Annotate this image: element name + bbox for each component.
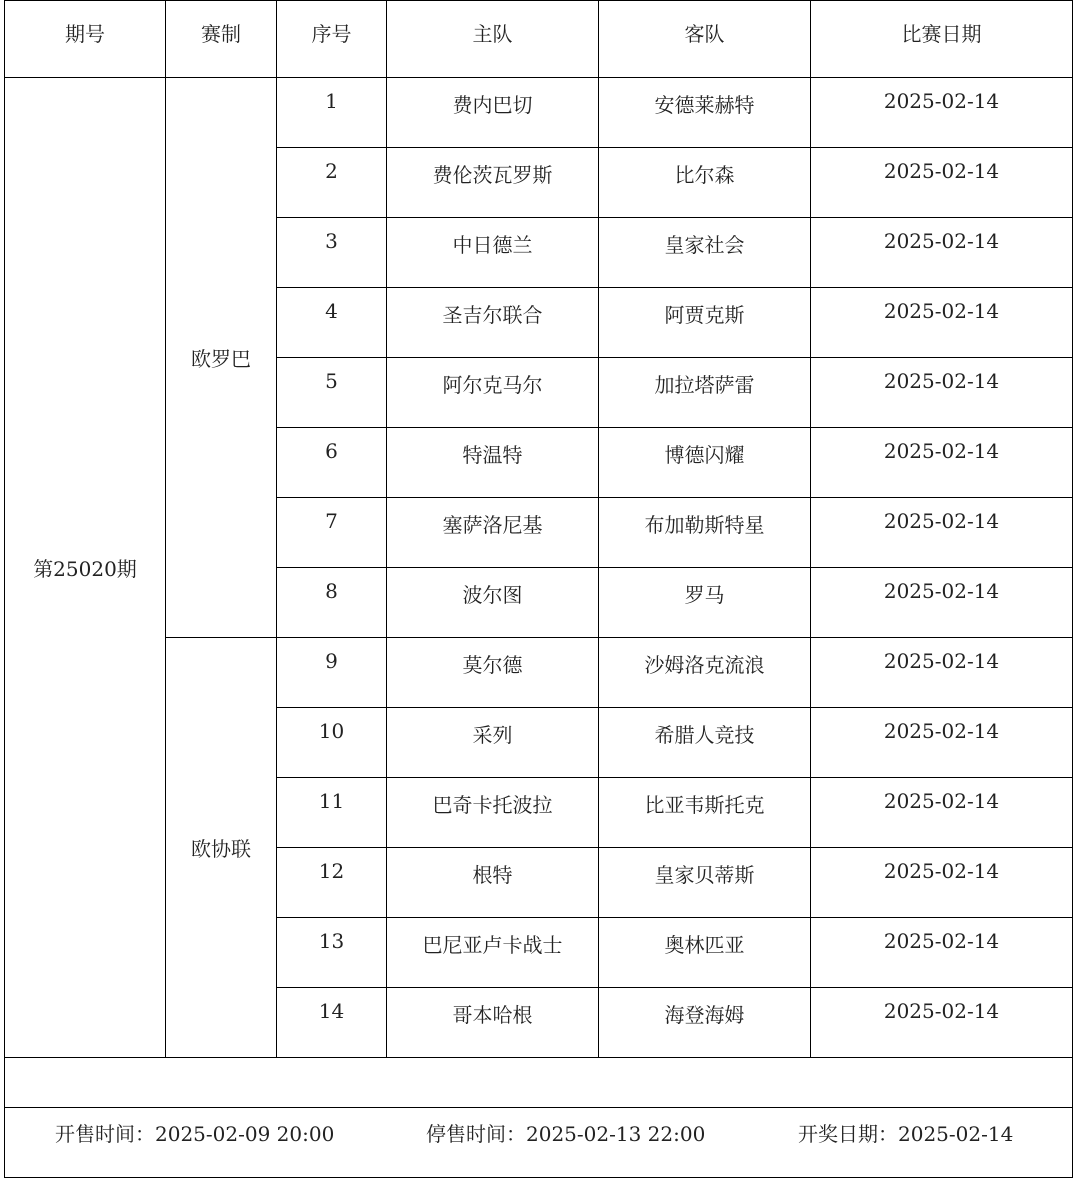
seq-cell: 1 [277,78,387,148]
schedule-sheet [4,0,1072,1178]
seq-cell: 10 [277,708,387,778]
header-away: 客队 [599,1,811,78]
seq-cell: 11 [277,778,387,848]
seq-cell: 13 [277,918,387,988]
away-team-cell: 比尔森 [599,148,811,218]
home-team-cell: 巴奇卡托波拉 [387,778,599,848]
draw-date: 开奖日期：2025-02-14 [798,1122,1014,1146]
away-team-cell: 奥林匹亚 [599,918,811,988]
seq-cell: 7 [277,498,387,568]
match-date-cell: 2025-02-14 [811,498,1073,568]
header-row [5,1,1073,78]
footer-row [5,1108,1073,1178]
match-date-cell: 2025-02-14 [811,358,1073,428]
away-team-cell: 皇家社会 [599,218,811,288]
match-date-cell: 2025-02-14 [811,708,1073,778]
match-date-cell: 2025-02-14 [811,218,1073,288]
home-team-cell: 阿尔克马尔 [387,358,599,428]
away-team-cell: 布加勒斯特星 [599,498,811,568]
home-team-cell: 费内巴切 [387,78,599,148]
home-team-cell: 特温特 [387,428,599,498]
seq-cell: 5 [277,358,387,428]
header-seq: 序号 [277,1,387,78]
away-team-cell: 博德闪耀 [599,428,811,498]
header-home: 主队 [387,1,599,78]
seq-cell: 2 [277,148,387,218]
header-format: 赛制 [166,1,277,78]
header-date: 比赛日期 [811,1,1073,78]
seq-cell: 9 [277,638,387,708]
match-date-cell: 2025-02-14 [811,988,1073,1058]
away-team-cell: 沙姆洛克流浪 [599,638,811,708]
sale-info-cell [5,1108,1073,1178]
away-team-cell: 希腊人竞技 [599,708,811,778]
format-group-europa: 欧罗巴 [166,78,277,638]
spacer-cell [5,1058,1073,1108]
format-group-conference: 欧协联 [166,638,277,1058]
home-team-cell: 哥本哈根 [387,988,599,1058]
seq-cell: 6 [277,428,387,498]
home-team-cell: 莫尔德 [387,638,599,708]
match-date-cell: 2025-02-14 [811,568,1073,638]
home-team-cell: 采列 [387,708,599,778]
home-team-cell: 波尔图 [387,568,599,638]
match-date-cell: 2025-02-14 [811,848,1073,918]
table-row [5,638,1073,708]
home-team-cell: 根特 [387,848,599,918]
away-team-cell: 皇家贝蒂斯 [599,848,811,918]
away-team-cell: 安德莱赫特 [599,78,811,148]
match-date-cell: 2025-02-14 [811,428,1073,498]
home-team-cell: 巴尼亚卢卡战士 [387,918,599,988]
seq-cell: 8 [277,568,387,638]
away-team-cell: 海登海姆 [599,988,811,1058]
away-team-cell: 罗马 [599,568,811,638]
seq-cell: 12 [277,848,387,918]
seq-cell: 4 [277,288,387,358]
match-date-cell: 2025-02-14 [811,78,1073,148]
home-team-cell: 圣吉尔联合 [387,288,599,358]
header-issue: 期号 [5,1,166,78]
table-row [5,78,1073,148]
match-table [4,0,1073,1178]
match-date-cell: 2025-02-14 [811,918,1073,988]
home-team-cell: 费伦茨瓦罗斯 [387,148,599,218]
match-date-cell: 2025-02-14 [811,638,1073,708]
match-date-cell: 2025-02-14 [811,778,1073,848]
away-team-cell: 比亚韦斯托克 [599,778,811,848]
home-team-cell: 塞萨洛尼基 [387,498,599,568]
away-team-cell: 阿贾克斯 [599,288,811,358]
seq-cell: 14 [277,988,387,1058]
spacer-row [5,1058,1073,1108]
away-team-cell: 加拉塔萨雷 [599,358,811,428]
home-team-cell: 中日德兰 [387,218,599,288]
issue-number: 第25020期 [5,78,166,1058]
match-date-cell: 2025-02-14 [811,148,1073,218]
sale-start-time: 开售时间：2025-02-09 20:00 [55,1122,335,1146]
seq-cell: 3 [277,218,387,288]
sale-end-time: 停售时间：2025-02-13 22:00 [426,1122,706,1146]
match-date-cell: 2025-02-14 [811,288,1073,358]
